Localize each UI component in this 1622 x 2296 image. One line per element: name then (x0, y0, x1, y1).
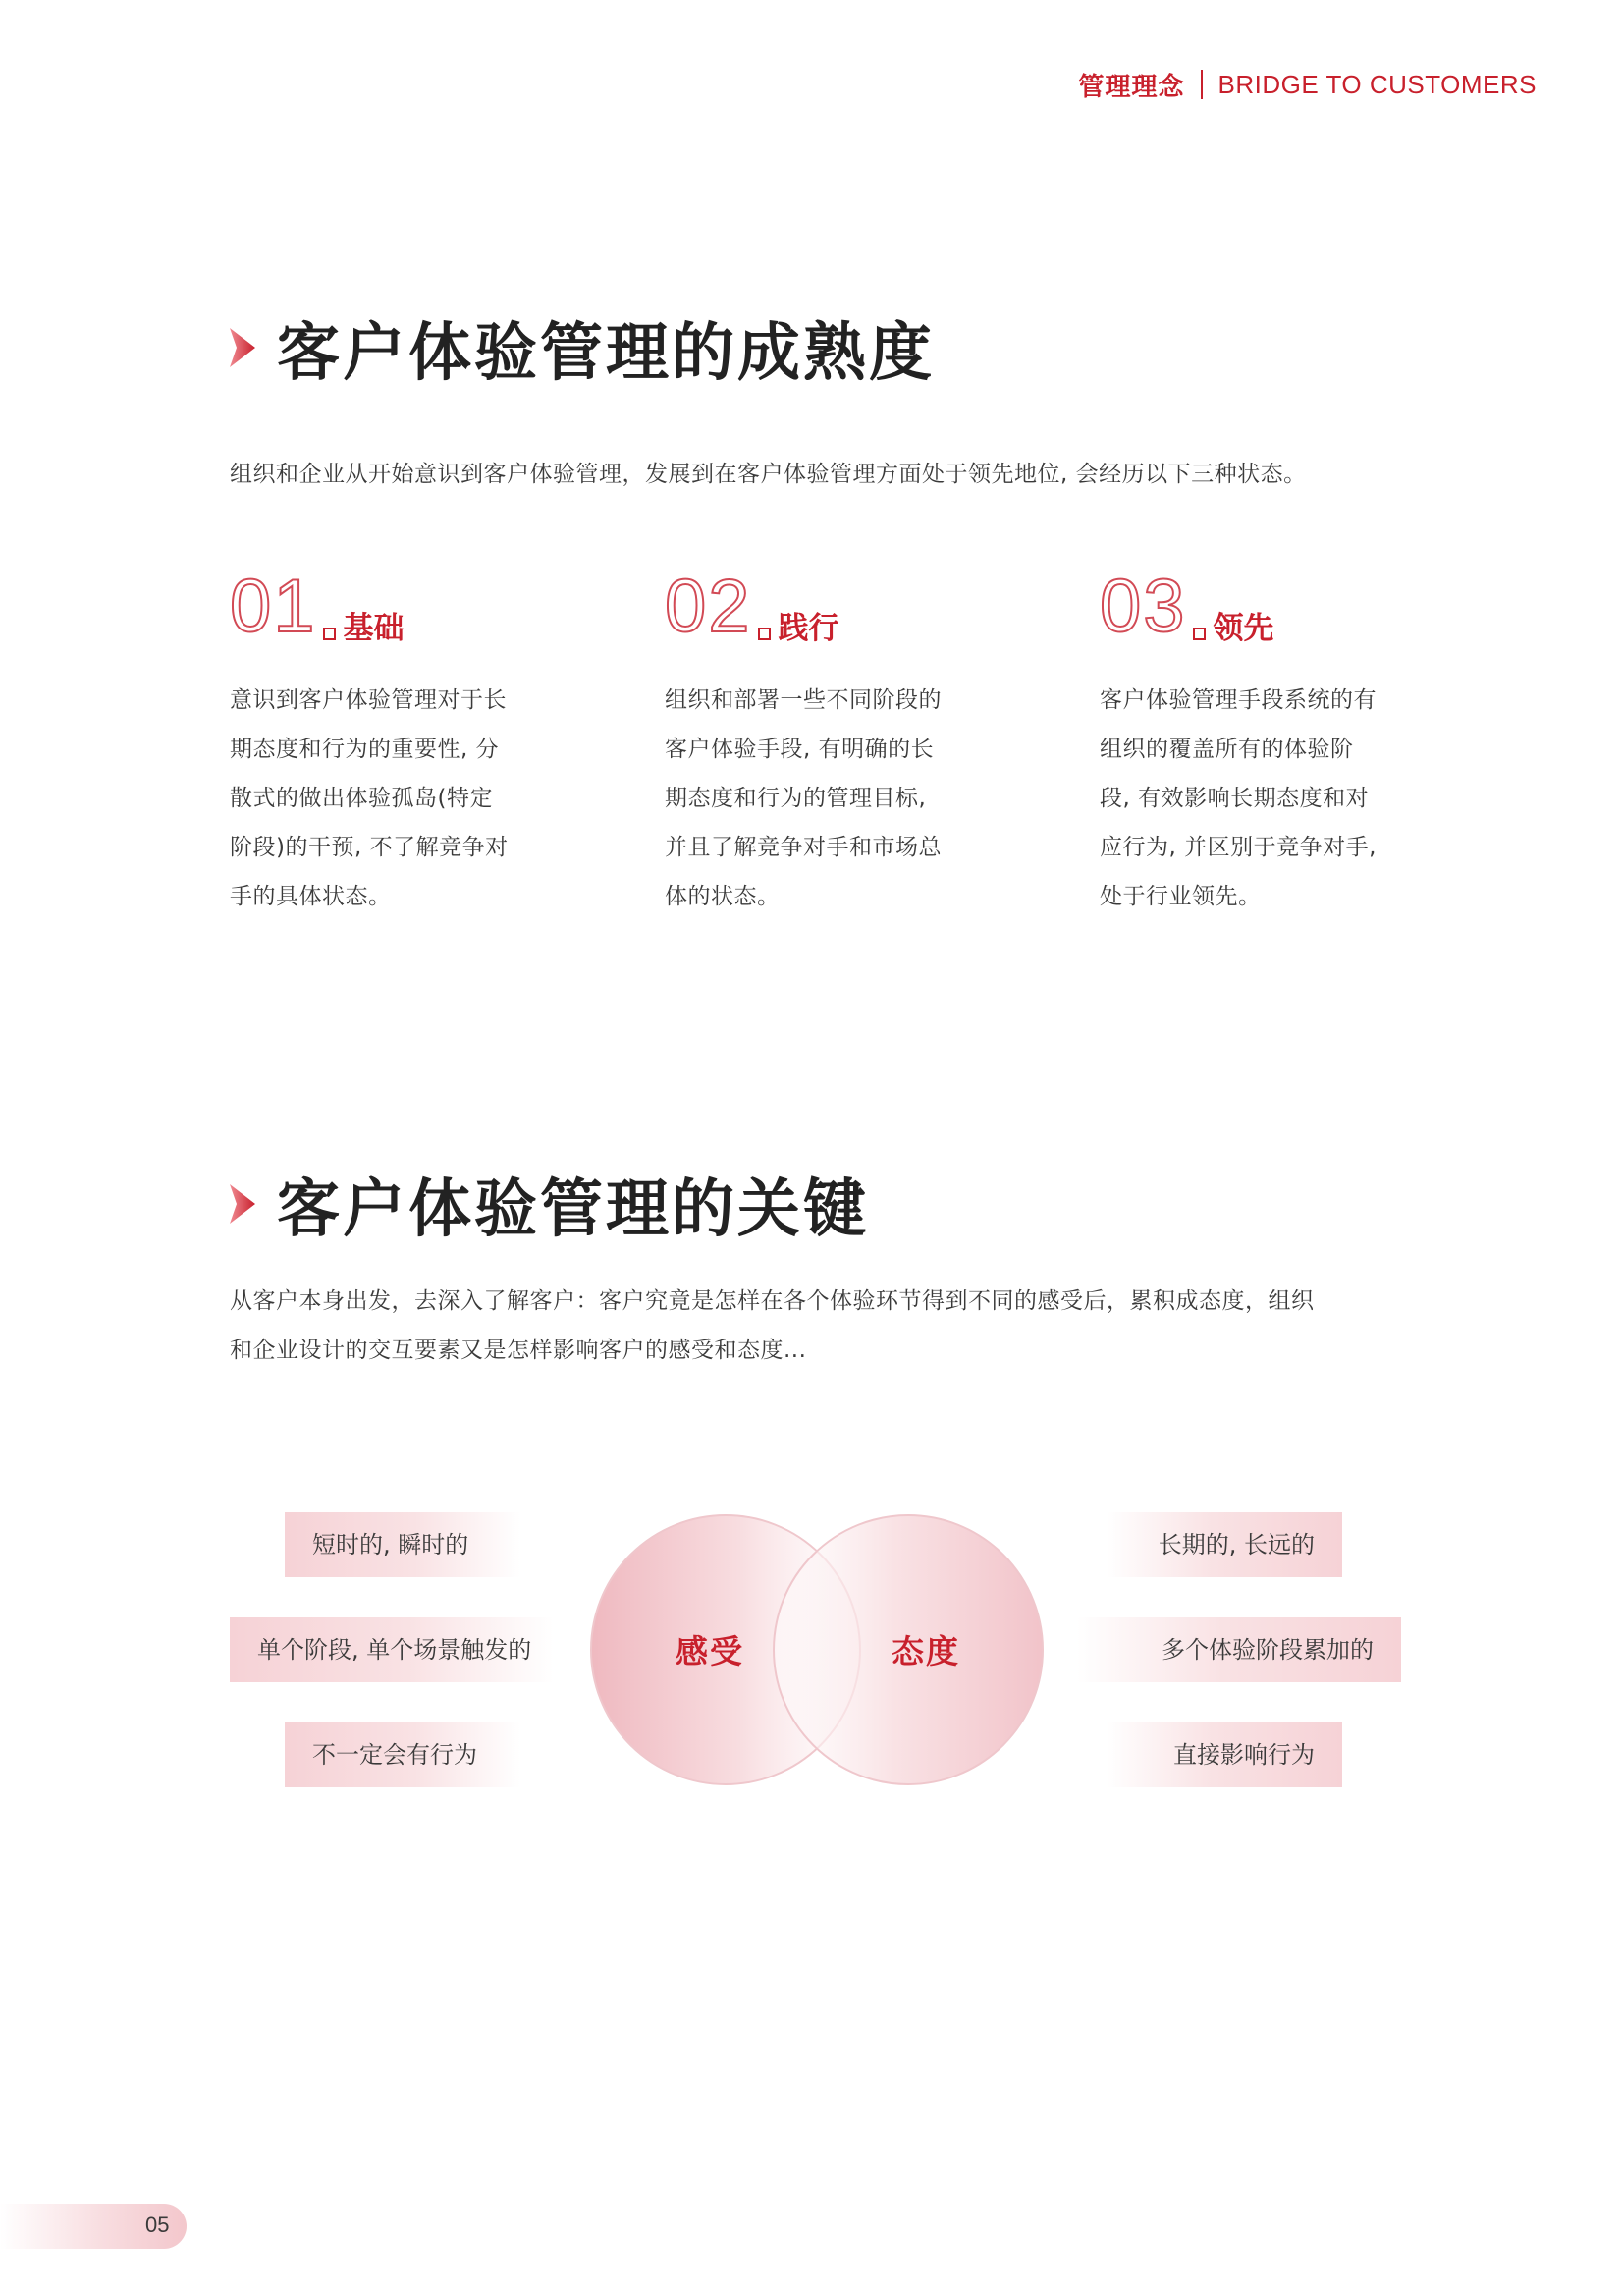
stage-description (1100, 676, 1424, 921)
square-bullet-icon (323, 628, 336, 640)
feeling-tag: 短时的, 瞬时的 (285, 1512, 520, 1577)
stage-number: 03 (1100, 565, 1187, 648)
stage-description-line: 客户体验手段, 有明确的长 (665, 737, 935, 762)
stage-description-line: 阶段)的干预, 不了解竞争对 (230, 835, 509, 860)
venn-diagram (589, 1512, 1045, 1787)
stage-name: 践行 (778, 611, 839, 646)
feeling-label: 感受 (676, 1632, 744, 1670)
section-heading-maturity (228, 302, 935, 393)
stage-number: 02 (665, 565, 752, 648)
stage-description-line: 处于行业领先。 (1100, 884, 1262, 909)
stage-card-basic (230, 566, 554, 921)
stage-description-line: 客户体验管理手段系统的有 (1100, 687, 1377, 713)
section-heading-key (228, 1159, 869, 1249)
stage-description-line: 期态度和行为的管理目标, (665, 786, 927, 811)
stage-header (1100, 565, 1424, 648)
stage-header (230, 565, 554, 648)
stage-description-line: 并且了解竞争对手和市场总 (665, 835, 942, 860)
stage-description (230, 676, 554, 921)
attitude-label: 态度 (892, 1632, 960, 1670)
stage-description-line: 意识到客户体验管理对于长 (230, 687, 507, 713)
section-title: 客户体验管理的关键 (277, 1174, 869, 1246)
stage-name: 基础 (343, 611, 405, 646)
stage-description-line: 段, 有效影响长期态度和对 (1100, 786, 1370, 811)
stage-description-line: 应行为, 并区别于竞争对手, (1100, 835, 1377, 860)
stage-description-line: 手的具体状态。 (230, 884, 392, 909)
feeling-tag: 不一定会有行为 (285, 1722, 520, 1787)
triangle-arrow-icon (228, 1182, 257, 1226)
stage-description-line: 体的状态。 (665, 884, 781, 909)
intro-line: 和企业设计的交互要素又是怎样影响客户的感受和态度... (230, 1338, 807, 1363)
section-title: 客户体验管理的成熟度 (277, 317, 935, 390)
square-bullet-icon (758, 628, 771, 640)
page-header (1079, 65, 1537, 104)
intro-line: 从客户本身出发，去深入了解客户：客户究竟是怎样在各个体验环节得到不同的感受后，累积成态度，组织 (230, 1288, 1315, 1314)
header-subtitle: BRIDGE TO CUSTOMERS (1217, 69, 1537, 99)
triangle-arrow-icon (228, 326, 257, 369)
stage-header (665, 565, 989, 648)
header-divider (1201, 70, 1203, 99)
stage-number: 01 (230, 565, 317, 648)
feeling-tag: 单个阶段, 单个场景触发的 (230, 1617, 554, 1682)
section-intro: 组织和企业从开始意识到客户体验管理，发展到在客户体验管理方面处于领先地位, 会经历以下三种状态。 (230, 462, 1307, 487)
stage-description-line: 组织和部署一些不同阶段的 (665, 687, 942, 713)
section-intro (230, 1277, 1408, 1375)
page-number: 05 (145, 2213, 170, 2237)
stage-description-line: 期态度和行为的重要性, 分 (230, 737, 500, 762)
stage-card-practice (665, 566, 989, 921)
stage-description-line: 散式的做出体验孤岛(特定 (230, 786, 493, 811)
attitude-tag: 长期的, 长远的 (1107, 1512, 1342, 1577)
venn-circles (589, 1512, 1045, 1787)
stage-description (665, 676, 989, 921)
attitude-tag: 直接影响行为 (1107, 1722, 1342, 1787)
stage-card-leading (1100, 566, 1424, 921)
square-bullet-icon (1193, 628, 1206, 640)
stage-description-line: 组织的覆盖所有的体验阶 (1100, 737, 1354, 762)
header-title: 管理理念 (1078, 72, 1185, 102)
attitude-tag: 多个体验阶段累加的 (1077, 1617, 1401, 1682)
stage-name: 领先 (1213, 611, 1274, 646)
